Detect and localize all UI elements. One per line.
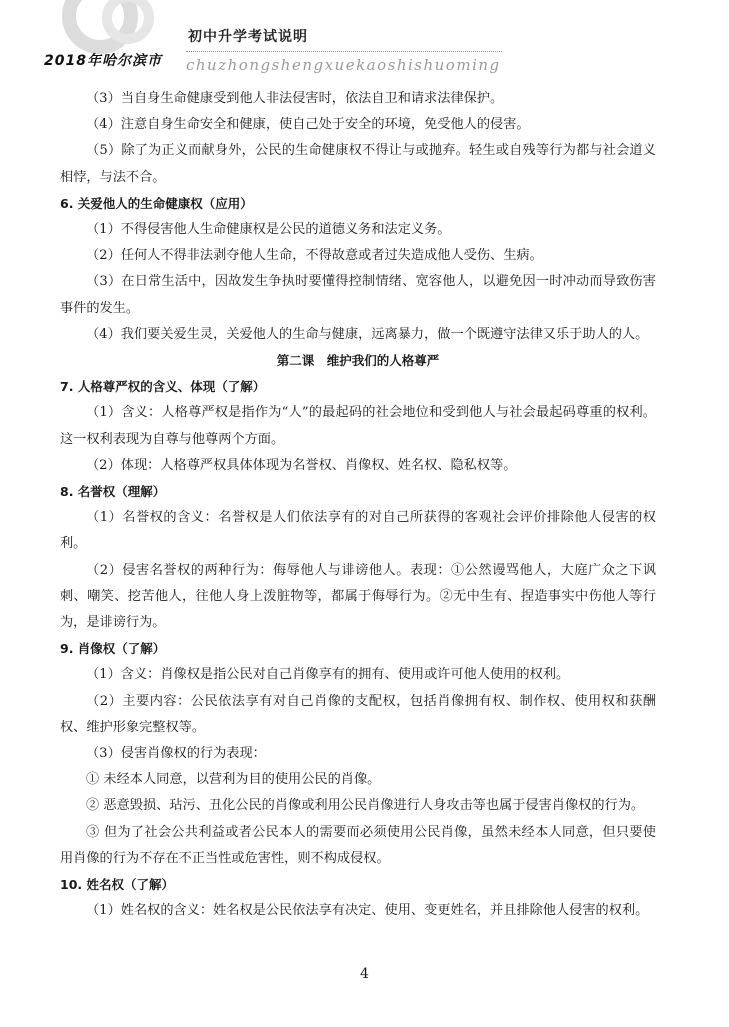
paragraph: （3）当自身生命健康受到他人非法侵害时，依法自卫和请求法律保护。 <box>86 91 504 106</box>
paragraph: ② 恶意毁损、玷污、丑化公民的肖像或利用公民肖像进行人身攻击等也属于侵害肖像权的行为。 <box>86 798 645 814</box>
header-title: 初中升学考试说明 <box>188 29 308 45</box>
paragraph: （2）体现：人格尊严权具体体现为名誉权、肖像权、姓名权、隐私权等。 <box>86 457 517 473</box>
paragraph: （1）含义：肖像权是指公民对自己肖像享有的拥有、使用或许可他人使用的权利。 <box>86 667 570 683</box>
paragraph: （1）不得侵害他人生命健康权是公民的道德义务和法定义务。 <box>86 222 451 238</box>
header-pinyin: chuzhongshengxuekaoshishuoming <box>186 56 501 74</box>
section-heading-8: 8. 名誉权（理解） <box>60 484 166 500</box>
paragraph: （3）在日常生活中，因故发生争执时要懂得控制情绪、宽容他人，以避免因一时冲动而导致伤害事件的发生。 <box>60 274 656 316</box>
paragraph: ① 未经本人同意，以营利为目的使用公民的肖像。 <box>86 772 381 788</box>
paragraph: （2）任何人不得非法剥夺他人生命，不得故意或者过失造成他人受伤、生病。 <box>86 248 543 264</box>
paragraph: ③ 但为了社会公共利益或者公民本人的需要而必须使用公民肖像，虽然未经本人同意，但只要使用肖像的行为不存在不正当性或危害性，则不构成侵权。 <box>60 824 656 866</box>
paragraph: （2）主要内容：公民依法享有对自己肖像的支配权，包括肖像拥有权、制作权、使用权和获酬权、维护形象完整权等。 <box>60 693 656 735</box>
page-body <box>60 86 656 925</box>
paragraph: （1）含义：人格尊严权是指作为“人”的最起码的社会地位和受到他人与社会最起码尊重的权利。这一权利表现为自尊与他尊两个方面。 <box>60 405 656 447</box>
section-heading-6: 6. 关爱他人的生命健康权（应用） <box>60 195 253 211</box>
paragraph: （2）侵害名誉权的两种行为：侮辱他人与诽谤他人。表现：①公然谩骂他人，大庭广众之下讽刺、嘲笑、挖苦他人，往他人身上泼脏物等，都属于侮辱行为。②无中生有、捏造事实中伤他人等行为，是诽谤行为。 <box>60 562 656 631</box>
header-decoration-inner <box>102 0 154 44</box>
paragraph: （1）名誉权的含义：名誉权是人们依法享有的对自己所获得的客观社会评价排除他人侵害的权利。 <box>60 510 656 552</box>
paragraph: （4）我们要关爱生灵，关爱他人的生命与健康，远离暴力，做一个既遵守法律又乐于助人的人。 <box>86 326 649 342</box>
page-number: 4 <box>360 966 369 982</box>
section-heading-10: 10. 姓名权（了解） <box>60 877 174 893</box>
header-divider <box>186 51 502 52</box>
paragraph: （5）除了为正义而献身外，公民的生命健康权不得让与或抛弃。轻生或自残等行为都与社会道义相悖，与法不合。 <box>60 143 656 185</box>
section-heading-9: 9. 肖像权（了解） <box>60 641 166 657</box>
paragraph: （1）姓名权的含义：姓名权是公民依法享有决定、使用、变更姓名，并且排除他人侵害的权利。 <box>86 903 649 919</box>
paragraph: （3）侵害肖像权的行为表现： <box>86 746 266 762</box>
lesson-title: 第二课 维护我们的人格尊严 <box>276 353 440 369</box>
header-year-city: 2018年哈尔滨市 <box>44 53 162 69</box>
paragraph: （4）注意自身生命安全和健康，使自己处于安全的环境，免受他人的侵害。 <box>86 117 530 133</box>
section-heading-7: 7. 人格尊严权的含义、体现（了解） <box>60 379 266 395</box>
